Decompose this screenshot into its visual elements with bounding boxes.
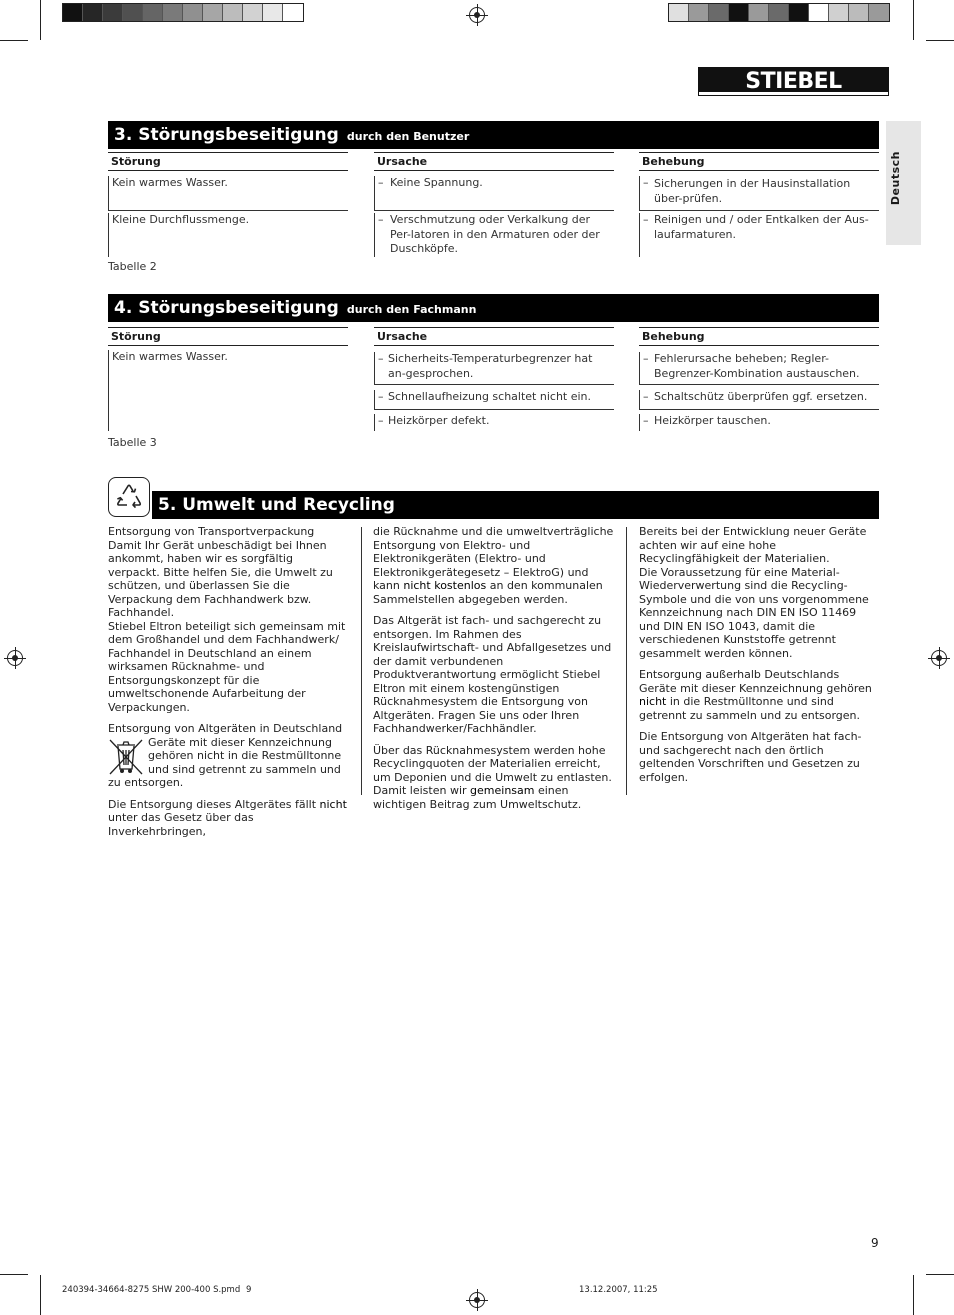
footer-file: 240394-34664-8275 SHW 200-400 S.pmd	[62, 1285, 241, 1295]
color-swatch	[183, 4, 203, 21]
color-bar-left	[62, 3, 304, 22]
color-swatch	[809, 4, 829, 21]
table2-header-ursache: Ursache	[374, 152, 614, 171]
table2-header-stoerung: Störung	[108, 152, 348, 171]
crop-mark	[913, 1275, 914, 1315]
paragraph: Stiebel Eltron beteiligt sich gemeinsam mit dem Großhandel und dem Fachhandwerk/ Fachhandel in Deutschland an einem wirksamen Rücknahme- und Entsorgungskonzept für die umweltschonende Aufarbeitung der Verpackungen.	[108, 619, 346, 714]
recycling-column-1	[108, 525, 348, 838]
color-swatch	[749, 4, 769, 21]
footer-date: 13.12.2007, 11:25	[579, 1285, 658, 1295]
paragraph: Das Altgerät ist fach- und sachgerecht zu entsorgen. Im Rahmen des Kreislaufwirtschaft- und Abfallgesetzes und der damit verbundenen Produktverantwortung ermöglicht Stiebel Eltron mit einem kostengünstigen Rücknahmesystem die Entsorgung von Altgeräten. Fragen Sie uns oder Ihren Fachhandwerker/Fachhändler.	[373, 614, 612, 735]
table2-cell: – Keine Spannung.	[374, 176, 614, 211]
crop-mark	[926, 1274, 954, 1275]
color-swatch	[769, 4, 789, 21]
paragraph: Über das Rücknahmesystem werden hohe Recyclingquoten der Materialien erreicht, um Deponien und die Umwelt zu entlasten. Damit leisten wir gemeinsam einen wichtigen Beitrag zum Umweltschutz.	[373, 743, 612, 811]
color-swatch	[143, 4, 163, 21]
table2-cell: – Verschmutzung oder Verkalkung der Per-latoren in den Armaturen oder der Duschköpfe.	[374, 213, 614, 257]
paragraph: die Rücknahme und die umweltverträgliche Entsorgung von Elektro- und Elektronikgeräten (Elektro- und Elektronikgerätegesetz – ElektroG) und kann nicht kostenlos an den kommunalen Sammelstellen abgegeben werden.	[373, 525, 614, 606]
crop-mark	[40, 0, 41, 40]
table2-cell: – Reinigen und / oder Entkalken der Aus-laufarmaturen.	[639, 213, 879, 257]
color-swatch	[103, 4, 123, 21]
color-swatch	[689, 4, 709, 21]
subheading: Entsorgung von Altgeräten in Deutschland	[108, 722, 343, 735]
registration-mark-icon	[469, 7, 485, 23]
color-swatch	[729, 4, 749, 21]
paragraph: Die Entsorgung dieses Altgerätes fällt nicht unter das Gesetz über das Inverkehrbringen,	[108, 797, 347, 838]
table3-header-ursache: Ursache	[374, 327, 614, 346]
paragraph: Damit Ihr Gerät unbeschädigt bei Ihnen ankommt, haben wir es sorgfältig verpackt. Bitte helfen Sie, die Umwelt zu schützen, und überlassen Sie die Verpackung dem Fachhandwerk bzw. Fachhandel.	[108, 538, 333, 619]
registration-mark-icon	[7, 650, 23, 666]
brand-logo: STIEBEL ELTRON	[699, 68, 888, 95]
color-swatch	[163, 4, 183, 21]
table3-cell: – Heizkörper defekt.	[374, 414, 614, 431]
color-bar-right	[668, 3, 890, 22]
registration-mark-icon	[931, 650, 947, 666]
crop-mark	[40, 1275, 41, 1315]
crossed-bin-icon	[108, 736, 146, 776]
footer-page: 9	[246, 1285, 252, 1295]
section-4-title: 4. Störungsbeseitigung	[114, 298, 339, 318]
table3-header-behebung: Behebung	[639, 327, 879, 346]
table3-caption: Tabelle 3	[108, 436, 157, 449]
table3-cell: – Schaltschütz überprüfen ggf. ersetzen.	[639, 390, 879, 410]
section-3-header	[108, 121, 879, 149]
table3-cell: Kein warmes Wasser.	[108, 350, 348, 431]
page-number: 9	[871, 1236, 879, 1250]
recycling-column-2	[373, 525, 615, 811]
color-swatch	[83, 4, 103, 21]
recycling-icon	[108, 477, 150, 517]
crop-mark	[0, 40, 28, 41]
color-swatch	[789, 4, 809, 21]
registration-mark-icon	[469, 1292, 485, 1308]
table3-cell: – Schnellaufheizung schaltet nicht ein.	[374, 390, 614, 410]
paragraph: Geräte mit dieser Kennzeichnung gehören nicht in die Restmülltonne und sind getrennt zu sammeln und zu entsorgen.	[108, 735, 342, 789]
color-swatch	[849, 4, 869, 21]
table2-cell: – Sicherungen in der Hausinstallation über-prüfen.	[639, 176, 879, 211]
table3-header-stoerung: Störung	[108, 327, 348, 346]
subheading: Entsorgung von Transportverpackung	[108, 525, 315, 538]
table2-cell: Kein warmes Wasser.	[108, 176, 348, 211]
color-swatch	[203, 4, 223, 21]
color-swatch	[283, 4, 303, 21]
color-swatch	[669, 4, 689, 21]
column-divider	[361, 527, 362, 795]
paragraph: Die Entsorgung von Altgeräten hat fach- und sachgerecht nach den örtlich geltenden Vorschriften und Gesetzen zu erfolgen.	[639, 730, 862, 784]
column-divider	[626, 527, 627, 795]
crop-mark	[913, 0, 914, 40]
color-swatch	[829, 4, 849, 21]
language-tab-label: Deutsch	[889, 151, 902, 206]
paragraph: Geräte mit dieser Kennzeichnung gehören nicht in die Restmülltonne und sind getrennt zu sammeln und zu entsorgen.	[639, 681, 872, 722]
language-tab	[886, 121, 921, 245]
table2-cell: Kleine Durchflussmenge.	[108, 213, 348, 257]
color-swatch	[263, 4, 283, 21]
subheading: Entsorgung außerhalb Deutschlands	[639, 668, 840, 681]
paragraph: Bereits bei der Entwicklung neuer Geräte achten wir auf eine hohe Recyclingfähigkeit der Materialien.	[639, 525, 867, 565]
recycling-column-3	[639, 525, 879, 784]
color-swatch	[709, 4, 729, 21]
table3-cell: – Sicherheits-Temperaturbegrenzer hat an-gesprochen.	[374, 352, 614, 385]
section-4-subtitle: durch den Fachmann	[346, 303, 477, 316]
table3-cell: – Fehlerursache beheben; Regler-Begrenzer-Kombination austauschen.	[639, 352, 879, 385]
crop-mark	[0, 1274, 28, 1275]
section-3-subtitle: durch den Benutzer	[346, 130, 470, 143]
section-5-title: 5. Umwelt und Recycling	[158, 495, 395, 515]
section-5-header	[152, 491, 879, 519]
color-swatch	[123, 4, 143, 21]
table2-caption: Tabelle 2	[108, 260, 157, 273]
section-3-title: 3. Störungsbeseitigung	[114, 125, 339, 145]
crop-mark	[926, 40, 954, 41]
table3-cell: – Heizkörper tauschen.	[639, 414, 879, 431]
paragraph: Die Voraussetzung für eine Material-Wiederverwertung sind die Recycling-Symbole und die von uns vorgenommene Kennzeichnung nach DIN EN ISO 11469 und DIN EN ISO 1043, damit die verschiedenen Kunststoffe getrennt gesammelt werden können.	[639, 565, 869, 660]
table2-header-behebung: Behebung	[639, 152, 879, 171]
color-swatch	[869, 4, 889, 21]
color-swatch	[63, 4, 83, 21]
section-4-header	[108, 294, 879, 322]
color-swatch	[243, 4, 263, 21]
color-swatch	[223, 4, 243, 21]
